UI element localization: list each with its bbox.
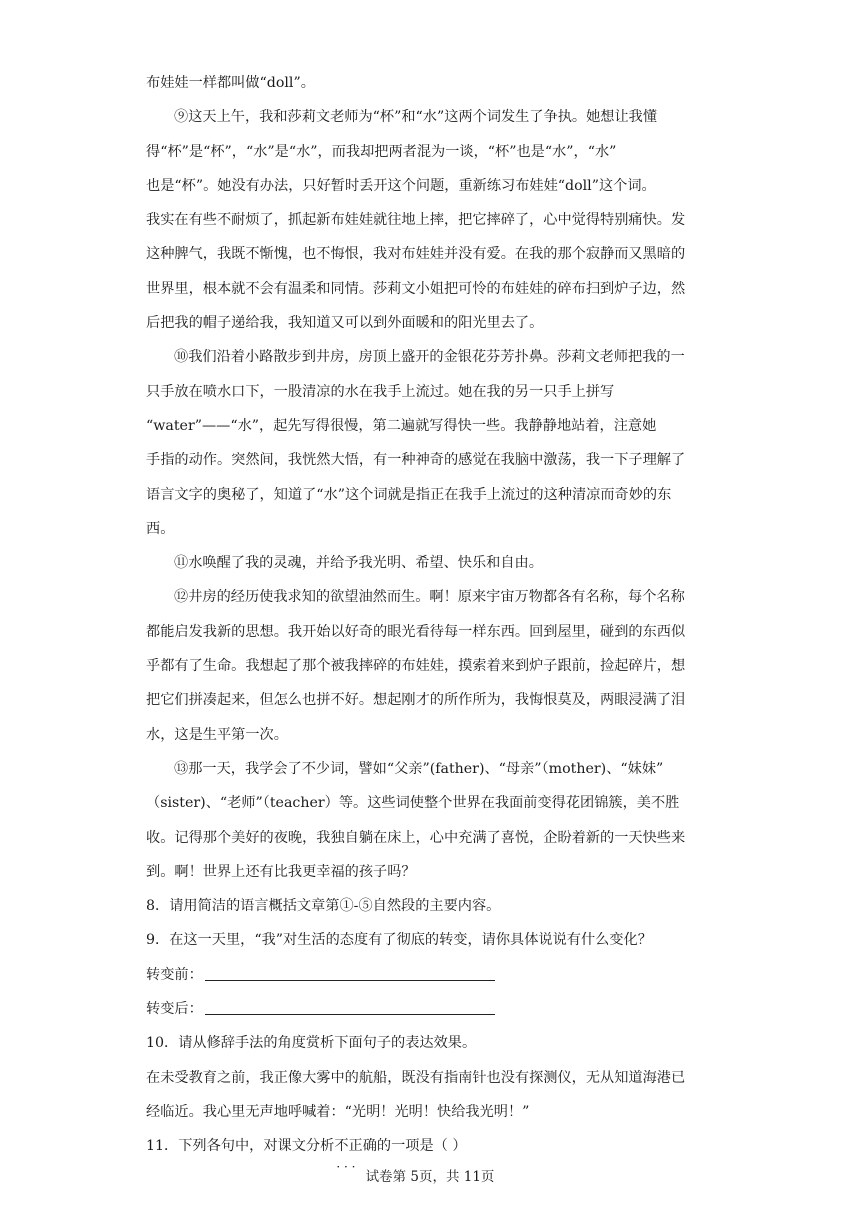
before-answer-row <box>146 958 722 992</box>
before-answer-blank[interactable] <box>205 962 495 981</box>
question-11-prefix: 11．下列各句中，对课文分析 <box>146 1138 335 1155</box>
text-line: 水，这是生平第一次。 <box>146 726 288 743</box>
text-line: 西。 <box>146 520 175 537</box>
text-line: 语言文字的奥秘了，知道了“水”这个词就是指正在我手上流过的这种清凉而奇妙的东 <box>146 486 672 503</box>
after-answer-blank[interactable] <box>205 996 495 1015</box>
text-line: 得“杯”是“杯”，“水”是“水”，而我却把两者混为一谈，“杯”也是“水”，“水” <box>146 143 617 160</box>
before-label: 转变前： <box>146 966 203 983</box>
text-line: 后把我的帽子递给我，我知道又可以到外面暖和的阳光里去了。 <box>146 315 544 332</box>
after-label: 转变后： <box>146 1001 203 1018</box>
question-10-quote-line-2: 经临近。我心里无声地呼喊着：“光明！光明！快给我光明！” <box>146 1103 530 1120</box>
text-line: “water”——“水”，起先写得很慢，第二遍就写得快一些。我静静地站着，注意她 <box>146 417 657 434</box>
question-10: 10．请从修辞手法的角度赏析下面句子的表达效果。 <box>146 1035 477 1052</box>
text-line: ⑩我们沿着小路散步到井房，房顶上盛开的金银花芬芳扑鼻。莎莉文老师把我的一 <box>174 349 685 366</box>
text-line: ⑫井房的经历使我求知的欲望油然而生。啊！原来宇宙万物都各有名称，每个名称 <box>174 589 685 606</box>
question-8: 8．请用简洁的语言概括文章第①-⑤自然段的主要内容。 <box>146 898 501 915</box>
text-line: 乎都有了生命。我想起了那个被我摔碎的布娃娃，摸索着来到炉子跟前，捡起碎片，想 <box>146 658 686 675</box>
question-10-quote-line-1: 在未受教育之前，我正像大雾中的航船，既没有指南针也没有探测仪，无从知道海港已 <box>146 1069 686 1086</box>
text-line: 收。记得那个美好的夜晚，我独自躺在床上，心中充满了喜悦，企盼着新的一天快些来 <box>146 829 686 846</box>
text-line: 只手放在喷水口下，一股清凉的水在我手上流过。她在我的另一只手上拼写 <box>146 383 615 400</box>
text-line: 都能启发我新的思想。我开始以好奇的眼光看待每一样东西。回到屋里，碰到的东西似 <box>146 623 686 640</box>
text-line: 我实在有些不耐烦了，抓起新布娃娃就往地上摔，把它摔碎了，心中觉得特别痛快。发 <box>146 212 686 229</box>
question-11-suffix: 的一项是（ ） <box>376 1138 467 1155</box>
text-line: 到。啊！世界上还有比我更幸福的孩子吗？ <box>146 863 416 880</box>
question-11 <box>146 1129 722 1163</box>
text-line: ⑨这天上午，我和莎莉文老师为“杯”和“水”这两个词发生了争执。她想让我懂 <box>174 109 658 126</box>
text-line: （sister)、“老师”（teacher）等。这些词使整个世界在我面前变得花团锦簇，美不胜 <box>146 795 680 812</box>
page-footer: 试卷第 5页，共 11页 <box>365 1169 495 1185</box>
text-line: 把它们拼凑起来，但怎么也拼不好。想起刚才的所作所为，我悔恨莫及，两眼浸满了泪 <box>146 692 686 709</box>
document-body <box>146 66 722 1164</box>
question-11-emphasis: 不正确 · · · <box>334 1138 377 1154</box>
text-line: 世界里，根本就不会有温柔和同情。莎莉文小姐把可怜的布娃娃的碎布扫到炉子边，然 <box>146 280 686 297</box>
text-line: 也是“杯”。她没有办法，只好暂时丢开这个问题，重新练习布娃娃“doll”这个词。 <box>146 177 656 194</box>
after-answer-row <box>146 992 722 1026</box>
text-line: ⑬那一天，我学会了不少词，譬如“父亲”(father)、“母亲”（mother)、“妹妹” <box>174 760 664 777</box>
text-line: 手指的动作。突然间，我恍然大悟，有一种神奇的感觉在我脑中激荡，我一下子理解了 <box>146 452 686 469</box>
text-line: ⑪水唤醒了我的灵魂，并给予我光明、希望、快乐和自由。 <box>174 555 543 572</box>
text-line: 布娃娃一样都叫做“doll”。 <box>146 75 315 91</box>
question-9: 9．在这一天里，“我”对生活的态度有了彻底的转变，请你具体说说有什么变化？ <box>146 932 652 949</box>
passage <box>146 66 722 889</box>
text-line: 这种脾气，我既不惭愧，也不悔恨，我对布娃娃并没有爱。在我的那个寂静而又黑暗的 <box>146 246 686 263</box>
